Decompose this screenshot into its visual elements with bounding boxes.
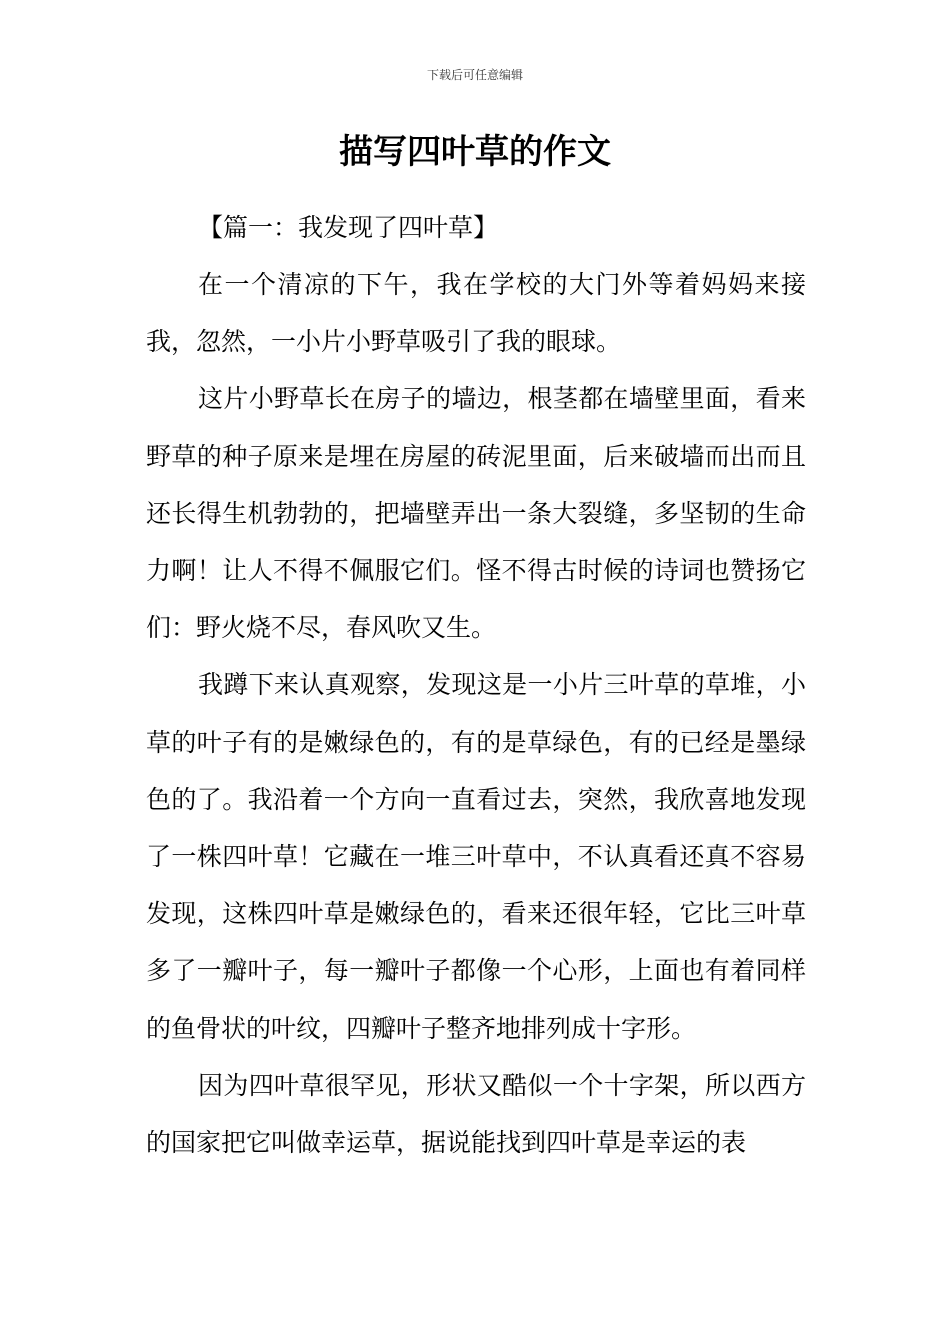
document-body — [146, 199, 806, 1171]
paragraph: 因为四叶草很罕见，形状又酷似一个十字架，所以西方的国家把它叫做幸运草，据说能找到四叶草是幸运的表 — [146, 1070, 806, 1158]
paragraph: 在一个清凉的下午，我在学校的大门外等着妈妈来接我，忽然，一小片小野草吸引了我的眼球。 — [146, 270, 806, 357]
paragraph: 这片小野草长在房子的墙边，根茎都在墙壁里面，看来野草的种子原来是埋在房屋的砖泥里面，后来破墙而出而且还长得生机勃勃的，把墙壁弄出一条大裂缝，多坚韧的生命力啊！让人不得不佩服它们。怪不得古时候的诗词也赞扬它们：野火烧不尽，春风吹又生。 — [146, 384, 806, 643]
paragraph: 我蹲下来认真观察，发现这是一小片三叶草的草堆，小草的叶子有的是嫩绿色的，有的是草绿色，有的已经是墨绿色的了。我沿着一个方向一直看过去，突然，我欣喜地发现了一株四叶草！它藏在一堆三叶草中，不认真看还真不容易发现，这株四叶草是嫩绿色的，看来还很年轻，它比三叶草多了一瓣叶子，每一瓣叶子都像一个心形，上面也有着同样的鱼骨状的叶纹，四瓣叶子整齐地排列成十字形。 — [146, 670, 806, 1043]
header-note: 下载后可任意编辑 — [426, 68, 523, 82]
section-heading: 【篇一：我发现了四叶草】 — [198, 213, 499, 242]
document-title: 描写四叶草的作文 — [339, 132, 611, 172]
